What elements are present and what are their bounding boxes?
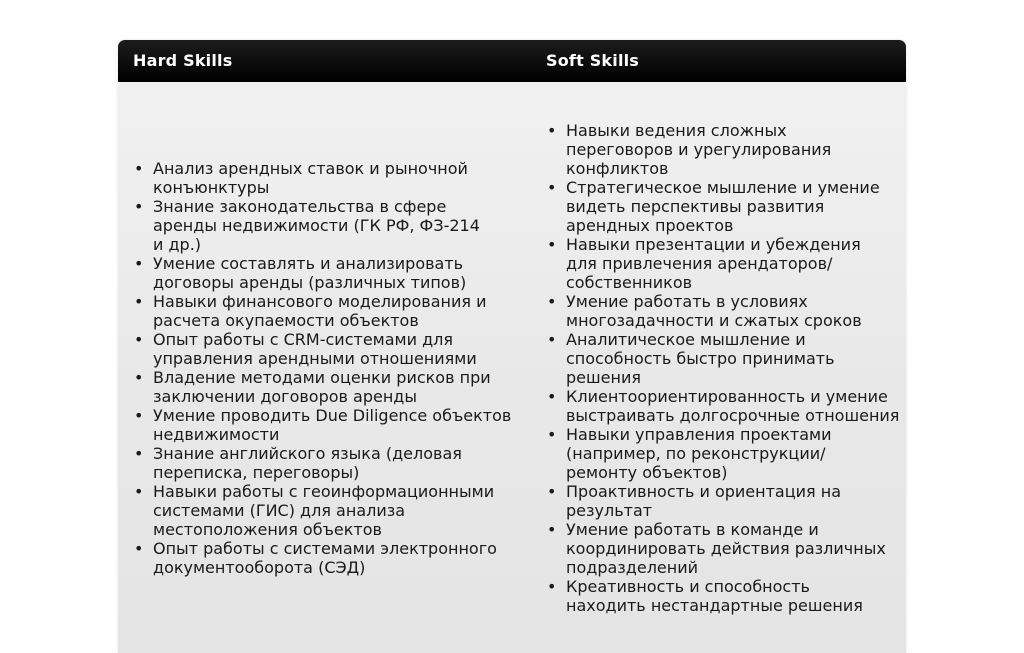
list-item: • Анализ арендных ставок и рыночной конъюнктуры xyxy=(118,159,488,197)
list-item: • Умение составлять и анализировать договоры аренды (различных типов) xyxy=(118,254,473,292)
hard-skills-header: Hard Skills xyxy=(133,51,233,70)
list-item: • Опыт работы с CRM-системами для управления арендными отношениями xyxy=(118,330,478,368)
list-item: • Владение методами оценки рисков при заключении договоров аренды xyxy=(118,368,498,406)
list-item: • Знание законодательства в сфере аренды недвижимости (ГК РФ, ФЗ-214 и др.) xyxy=(118,197,488,254)
list-item: • Клиентоориентированность и умение выстраивать долгосрочные отношения xyxy=(531,387,906,425)
table-header xyxy=(118,40,906,82)
soft-skills-header: Soft Skills xyxy=(546,51,640,70)
list-item: • Навыки работы с геоинформационными системами (ГИС) для анализа местоположения объектов xyxy=(118,482,501,539)
list-item: • Стратегическое мышление и умение видеть перспективы развития арендных проектов xyxy=(531,178,888,235)
list-item: • Умение проводить Due Diligence объектов недвижимости xyxy=(118,406,518,444)
list-item: • Опыт работы с системами электронного документооборота (СЭД) xyxy=(118,539,503,577)
skills-table xyxy=(118,40,906,653)
list-item: • Навыки управления проектами (например, по реконструкции/ремонту объектов) xyxy=(531,425,838,482)
list-item: • Умение работать в условиях многозадачности и сжатых сроков xyxy=(531,292,871,330)
list-item: • Проактивность и ориентация на результат xyxy=(531,482,856,520)
hard-skills-column xyxy=(118,82,528,653)
list-item: • Аналитическое мышление и способность быстро принимать решения xyxy=(531,330,856,387)
soft-skills-column xyxy=(531,82,906,653)
list-item: • Умение работать в команде и координировать действия различных подразделений xyxy=(531,520,906,577)
soft-skills-list xyxy=(531,121,906,615)
list-item: • Знание английского языка (деловая переписка, переговоры) xyxy=(118,444,478,482)
list-item: • Навыки финансового моделирования и расчета окупаемости объектов xyxy=(118,292,493,330)
list-item: • Навыки ведения сложных переговоров и урегулирования конфликтов xyxy=(531,121,846,178)
hard-skills-list xyxy=(118,159,528,577)
list-item: • Креативность и способность находить нестандартные решения xyxy=(531,577,876,615)
list-item: • Навыки презентации и убеждения для привлечения арендаторов/собственников xyxy=(531,235,866,292)
